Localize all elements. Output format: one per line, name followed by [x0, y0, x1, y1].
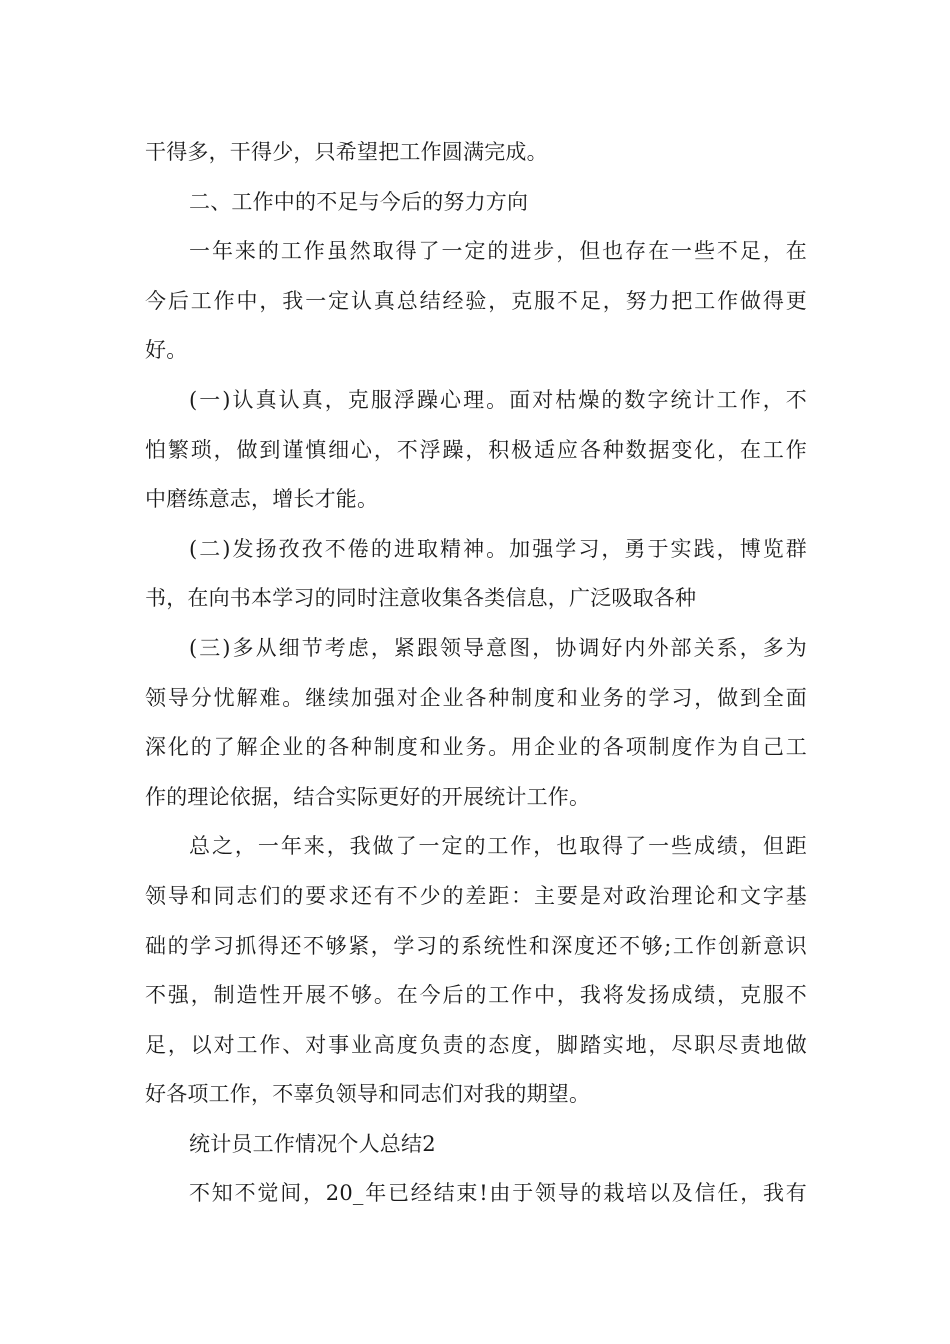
paragraph-line: 不强，制造性开展不够。在今后的工作中，我将发扬成绩，克服不	[145, 983, 807, 1008]
paragraph-line: 一年来的工作虽然取得了一定的进步，但也存在一些不足，在	[189, 239, 807, 264]
paragraph-line: 书，在向书本学习的同时注意收集各类信息，广泛吸取各种	[145, 586, 697, 611]
paragraph-line: 好。	[145, 338, 188, 363]
document-page	[145, 128, 807, 1219]
section-heading: 二、工作中的不足与今后的努力方向	[189, 189, 529, 214]
paragraph-line: 不知不觉间，20_年已经结束!由于领导的栽培以及信任，我有	[189, 1181, 807, 1206]
paragraph-line: 好各项工作，不辜负领导和同志们对我的期望。	[145, 1082, 591, 1107]
paragraph-line: 领导和同志们的要求还有不少的差距：主要是对政治理论和文字基	[145, 883, 807, 908]
paragraph-line: (三)多从细节考虑，紧跟领导意图，协调好内外部关系，多为	[189, 635, 807, 660]
paragraph-line: 础的学习抓得还不够紧，学习的系统性和深度还不够;工作创新意识	[145, 933, 807, 958]
paragraph-line: 深化的了解企业的各种制度和业务。用企业的各项制度作为自己工	[145, 735, 807, 760]
paragraph-line: (一)认真认真，克服浮躁心理。面对枯燥的数字统计工作，不	[189, 387, 807, 412]
paragraph-line: 怕繁琐，做到谨慎细心，不浮躁，积极适应各种数据变化，在工作	[145, 437, 807, 462]
paragraph-line: 作的理论依据，结合实际更好的开展统计工作。	[145, 784, 591, 809]
section-title: 统计员工作情况个人总结2	[189, 1131, 436, 1156]
body-line-1: 干得多，干得少，只希望把工作圆满完成。	[145, 140, 548, 164]
paragraph-line: 足，以对工作、对事业高度负责的态度，脚踏实地，尽职尽责地做	[145, 1032, 807, 1057]
paragraph-line: 今后工作中，我一定认真总结经验，克服不足，努力把工作做得更	[145, 288, 807, 313]
paragraph-line: 总之，一年来，我做了一定的工作，也取得了一些成绩，但距	[189, 834, 807, 859]
paragraph-line: 中磨练意志，增长才能。	[145, 487, 379, 512]
paragraph-line: 领导分忧解难。继续加强对企业各种制度和业务的学习，做到全面	[145, 685, 807, 710]
paragraph-line: (二)发扬孜孜不倦的进取精神。加强学习，勇于实践，博览群	[189, 536, 807, 561]
